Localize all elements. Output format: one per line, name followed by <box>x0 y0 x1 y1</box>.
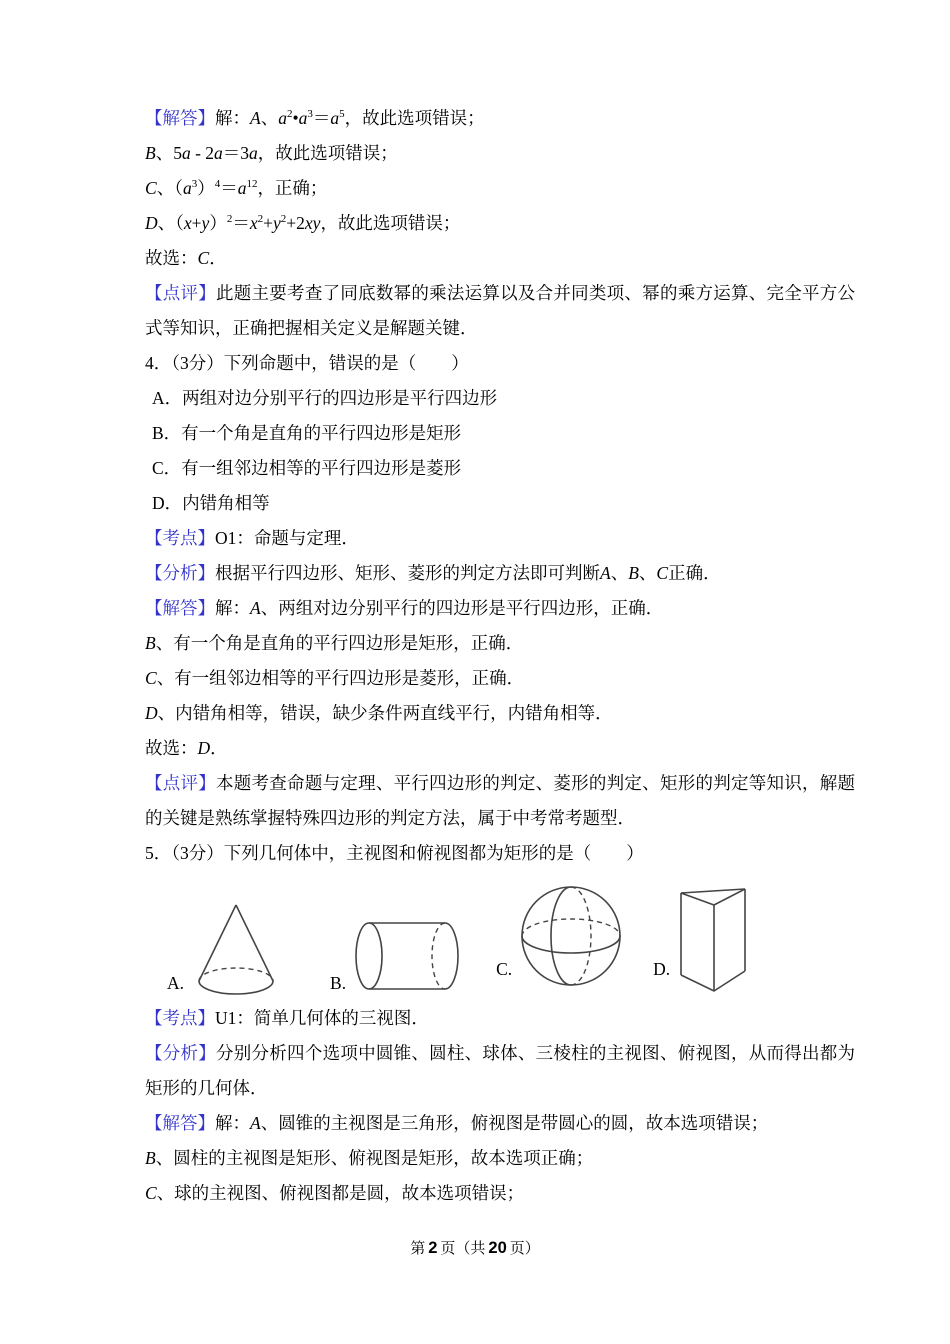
q5-answer-text: 解：A、圆锥的主视图是三角形，俯视图是带圆心的圆，故本选项错误； <box>215 1113 769 1133</box>
topic-label: 【考点】 <box>145 1008 215 1028</box>
comment-label: 【点评】 <box>145 283 217 303</box>
cone-base-front-arc <box>199 981 273 994</box>
q3-answer-intro-line <box>145 101 855 136</box>
sphere-equator-back <box>522 919 620 936</box>
cylinder-right-cap-back <box>432 923 445 989</box>
q5-step-b-text: B、圆柱的主视图是矩形、俯视图是矩形，故本选项正确； <box>145 1148 594 1168</box>
q5-figure-option-c <box>496 877 623 995</box>
q5-topic-text: U1：简单几何体的三视图． <box>215 1008 429 1028</box>
q4-comment-text: 本题考查命题与定理、平行四边形的判定、菱形的判定、矩形的判定等知识，解题的关键是熟练掌握特殊四边形的判定方法，属于中考常考题型． <box>145 773 856 828</box>
comment-label: 【点评】 <box>145 773 217 793</box>
q5-figure-row <box>167 875 855 995</box>
q5-figure-option-b <box>330 917 461 995</box>
cone-right-edge <box>236 905 273 981</box>
sphere-outline <box>522 887 620 985</box>
q5-figure-label-d: D. <box>653 959 671 979</box>
q4-topic-line <box>145 521 855 556</box>
q4-step-d-line <box>145 696 855 731</box>
q4-step-c-text: C、有一组邻边相等的平行四边形是菱形，正确． <box>145 668 525 688</box>
cone-base-back-arc <box>199 968 273 981</box>
cone-left-edge <box>199 905 236 981</box>
q3-conclusion-line <box>145 241 855 276</box>
question-3-solution-block <box>145 101 855 346</box>
footer-page-number: 2 <box>428 1239 438 1257</box>
q3-step-b-text: B、5a - 2a＝3a，故此选项错误； <box>145 143 398 163</box>
q4-analysis-line <box>145 556 855 591</box>
cylinder-side-edges <box>369 923 445 989</box>
q4-conclusion-line <box>145 731 855 766</box>
cone-figure <box>191 899 281 995</box>
q5-analysis-text: 分别分析四个选项中圆锥、圆柱、球体、三棱柱的主视图、俯视图，从而得出都为矩形的几何体． <box>145 1043 856 1098</box>
footer-middle: 页（共 <box>440 1241 486 1257</box>
q5-step-b-line <box>145 1141 855 1176</box>
q5-step-c-line <box>145 1176 855 1211</box>
q3-conclusion-text: 故选：C． <box>145 248 227 268</box>
q5-answer-intro-line <box>145 1106 855 1141</box>
q4-analysis-text: 根据平行四边形、矩形、菱形的判定方法即可判断A、B、C正确． <box>215 563 721 583</box>
q5-question-line <box>145 836 855 871</box>
q5-figure-label-b: B. <box>330 973 347 993</box>
sphere-meridian-back <box>571 887 591 985</box>
q5-figure-option-d <box>653 879 749 995</box>
q3-step-d-text: D、$(x+y)^2=x^2+y^2+2xy$，故此选项错误； <box>145 213 461 233</box>
q3-step-c-line <box>145 171 855 206</box>
q4-answer-text: 解：A、两组对边分别平行的四边形是平行四边形，正确． <box>215 598 664 618</box>
q4-option-d-text: D．内错角相等 <box>152 493 270 513</box>
q5-figure-label-a: A. <box>167 973 185 993</box>
q4-option-a <box>145 381 855 416</box>
q4-conclusion-text: 故选：D． <box>145 738 228 758</box>
sphere-equator-front <box>522 936 620 953</box>
q3-comment-text: 此题主要考查了同底数幂的乘法运算以及合并同类项、幂的乘方运算、完全平方公式等知识，正确把握相关定义是解题关键． <box>145 283 856 338</box>
cylinder-figure <box>353 917 461 995</box>
q3-step-d-line <box>145 206 855 241</box>
question-4-block <box>145 346 855 836</box>
footer-prefix: 第 <box>410 1241 426 1257</box>
q4-answer-intro-line <box>145 591 855 626</box>
q5-question-text: 5．（3分）下列几何体中，主视图和俯视图都为矩形的是（ ） <box>145 843 644 863</box>
footer-total-pages: 20 <box>488 1239 507 1257</box>
page-footer <box>0 1237 950 1258</box>
q5-figure-label-c: C. <box>496 959 513 979</box>
analysis-label: 【分析】 <box>145 563 215 583</box>
answer-label: 【解答】 <box>145 1113 215 1133</box>
cylinder-right-cap-front <box>445 923 458 989</box>
answer-label: 【解答】 <box>145 598 215 618</box>
answer-label: 【解答】 <box>145 108 215 128</box>
cylinder-left-cap <box>356 923 382 989</box>
q3-step-c-text: C、$(a^3)^4=a^{12}$，正确； <box>145 178 328 198</box>
analysis-label: 【分析】 <box>145 1043 217 1063</box>
q4-option-d <box>145 486 855 521</box>
q4-option-c <box>145 451 855 486</box>
q4-question-text: 4．（3分）下列命题中，错误的是（ ） <box>145 353 469 373</box>
q4-option-b <box>145 416 855 451</box>
q4-comment-line <box>145 766 855 836</box>
q3-comment-line <box>145 276 855 346</box>
q4-question-line <box>145 346 855 381</box>
q3-answer-text: 解：A、$a^2•a^3=a^5$，故此选项错误； <box>215 108 485 128</box>
q5-figure-option-a <box>167 899 281 995</box>
footer-suffix: 页） <box>509 1241 540 1257</box>
q4-option-c-text: C．有一组邻边相等的平行四边形是菱形 <box>152 458 462 478</box>
prism-bottom-edges <box>681 971 745 991</box>
prism-top-back-edge <box>681 889 745 893</box>
q4-step-c-line <box>145 661 855 696</box>
q4-step-d-text: D、内错角相等，错误，缺少条件两直线平行，内错角相等． <box>145 703 613 723</box>
q5-topic-line <box>145 1001 855 1036</box>
q5-step-c-text: C、球的主视图、俯视图都是圆，故本选项错误； <box>145 1183 525 1203</box>
q4-topic-text: O1：命题与定理． <box>215 528 359 548</box>
sphere-figure <box>519 877 623 995</box>
q4-step-b-line <box>145 626 855 661</box>
q4-option-a-text: A．两组对边分别平行的四边形是平行四边形 <box>152 388 498 408</box>
question-5-block <box>145 836 855 1211</box>
topic-label: 【考点】 <box>145 528 215 548</box>
q5-analysis-line <box>145 1036 855 1106</box>
q4-step-b-text: B、有一个角是直角的平行四边形是矩形，正确． <box>145 633 524 653</box>
q3-step-b-line <box>145 136 855 171</box>
sphere-meridian-front <box>551 887 571 985</box>
triangular-prism-figure <box>677 879 749 995</box>
q4-option-b-text: B．有一个角是直角的平行四边形是矩形 <box>152 423 462 443</box>
